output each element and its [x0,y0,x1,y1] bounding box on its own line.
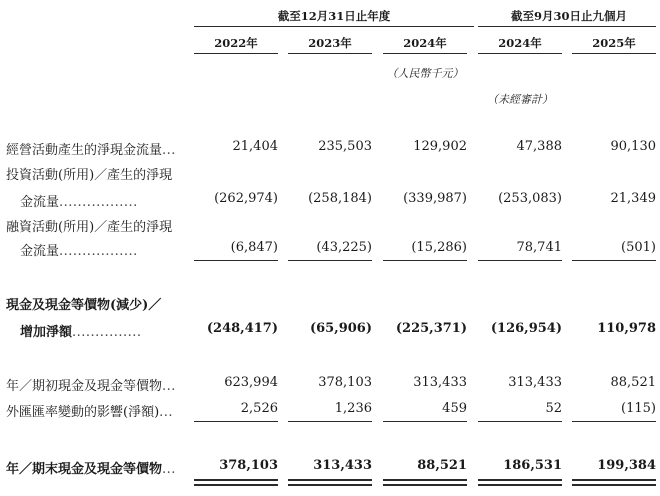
double-rule-top-4 [478,479,562,481]
total-top-rule-4 [478,421,562,422]
header-group-fiscal-year: 截至12月31日止年度 [277,9,391,23]
cell-operating-2024-9m: 47,388 [516,139,562,154]
row-label-net-change-line1: 現金及現金等價物(減少)／ [6,298,162,313]
header-year-rule-5 [572,53,656,54]
subtotal-rule-1 [194,260,278,261]
cell-investing-2024-9m: (253,083) [498,191,562,206]
subtotal-rule-4 [478,260,562,261]
cell-financing-2022: (6,847) [230,240,278,255]
cell-financing-2024: (15,286) [411,240,467,255]
cell-financing-2024-9m: 78,741 [516,240,562,255]
cell-fx-2024-9m: 52 [545,401,562,416]
total-top-rule-5 [572,421,656,422]
cell-ending-2023: 313,433 [313,458,372,473]
cell-investing-2023: (258,184) [308,191,372,206]
header-year-rule-4 [478,53,562,54]
header-year-2025-9m: 2025年 [592,36,636,50]
double-rule-bottom-4 [478,484,562,486]
cell-net-change-2024: (225,371) [395,321,467,336]
total-top-rule-3 [383,421,467,422]
cell-operating-2024: 129,902 [413,139,467,154]
cell-investing-2022: (262,974) [214,191,278,206]
cell-beginning-2024-9m: 313,433 [508,375,562,390]
double-rule-bottom-2 [288,484,372,486]
total-top-rule-2 [288,421,372,422]
header-year-rule-3 [383,53,467,54]
row-label-ending: 年／期末現金及現金等價物... [6,462,176,477]
double-rule-top-2 [288,479,372,481]
cell-ending-2022: 378,103 [219,458,278,473]
header-year-2024-9m: 2024年 [498,36,542,50]
cell-ending-2024: 88,521 [417,458,467,473]
row-label-investing-line2: 金流量................. [20,195,138,210]
double-rule-bottom-5 [572,484,656,486]
row-label-financing-line1: 融資活動(所用)／產生的淨現 [6,220,173,235]
cell-fx-2025-9m: (115) [621,401,656,416]
header-year-rule-2 [288,53,372,54]
subtotal-rule-5 [572,260,656,261]
header-group-nine-months-rule [478,26,656,27]
row-label-beginning: 年／期初現金及現金等價物... [6,379,176,394]
double-rule-bottom-3 [383,484,467,486]
unaudited-note: （未經審計） [487,93,553,106]
cell-net-change-2025-9m: 110,978 [597,321,656,336]
cell-fx-2024: 459 [442,401,467,416]
cell-investing-2025-9m: 21,349 [610,191,656,206]
double-rule-top-1 [194,479,278,481]
cell-financing-2025-9m: (501) [621,240,656,255]
cell-beginning-2025-9m: 88,521 [610,375,656,390]
header-year-2023: 2023年 [308,36,352,50]
header-year-2022: 2022年 [214,36,258,50]
cell-beginning-2023: 378,103 [318,375,372,390]
currency-note: （人民幣千元） [386,67,464,80]
cell-operating-2025-9m: 90,130 [610,139,656,154]
total-top-rule-1 [194,421,278,422]
row-label-operating: 經營活動產生的淨現金流量... [6,143,176,158]
cell-beginning-2022: 623,994 [224,375,278,390]
cell-financing-2023: (43,225) [316,240,372,255]
double-rule-bottom-1 [194,484,278,486]
cell-fx-2022: 2,526 [240,401,278,416]
header-group-fiscal-year-rule [194,26,474,27]
subtotal-rule-3 [383,260,467,261]
header-year-rule-1 [194,53,278,54]
header-group-nine-months: 截至9月30日止九個月 [510,9,627,23]
cell-ending-2024-9m: 186,531 [503,458,562,473]
cell-beginning-2024: 313,433 [413,375,467,390]
cell-operating-2023: 235,503 [318,139,372,154]
cell-investing-2024: (339,987) [403,191,467,206]
row-label-financing-line2: 金流量................. [20,244,138,259]
cell-net-change-2022: (248,417) [206,321,278,336]
row-label-investing-line1: 投資活動(所用)／產生的淨現 [6,168,173,183]
cell-net-change-2024-9m: (126,954) [490,321,562,336]
header-year-2024: 2024年 [403,36,447,50]
subtotal-rule-2 [288,260,372,261]
double-rule-top-5 [572,479,656,481]
cell-fx-2023: 1,236 [334,401,372,416]
double-rule-top-3 [383,479,467,481]
cell-operating-2022: 21,404 [232,139,278,154]
cell-net-change-2023: (65,906) [309,321,372,336]
row-label-net-change-line2: 增加淨額............... [20,325,142,340]
cell-ending-2025-9m: 199,384 [597,458,656,473]
row-label-fx: 外匯匯率變動的影響(淨額)... [6,405,174,420]
